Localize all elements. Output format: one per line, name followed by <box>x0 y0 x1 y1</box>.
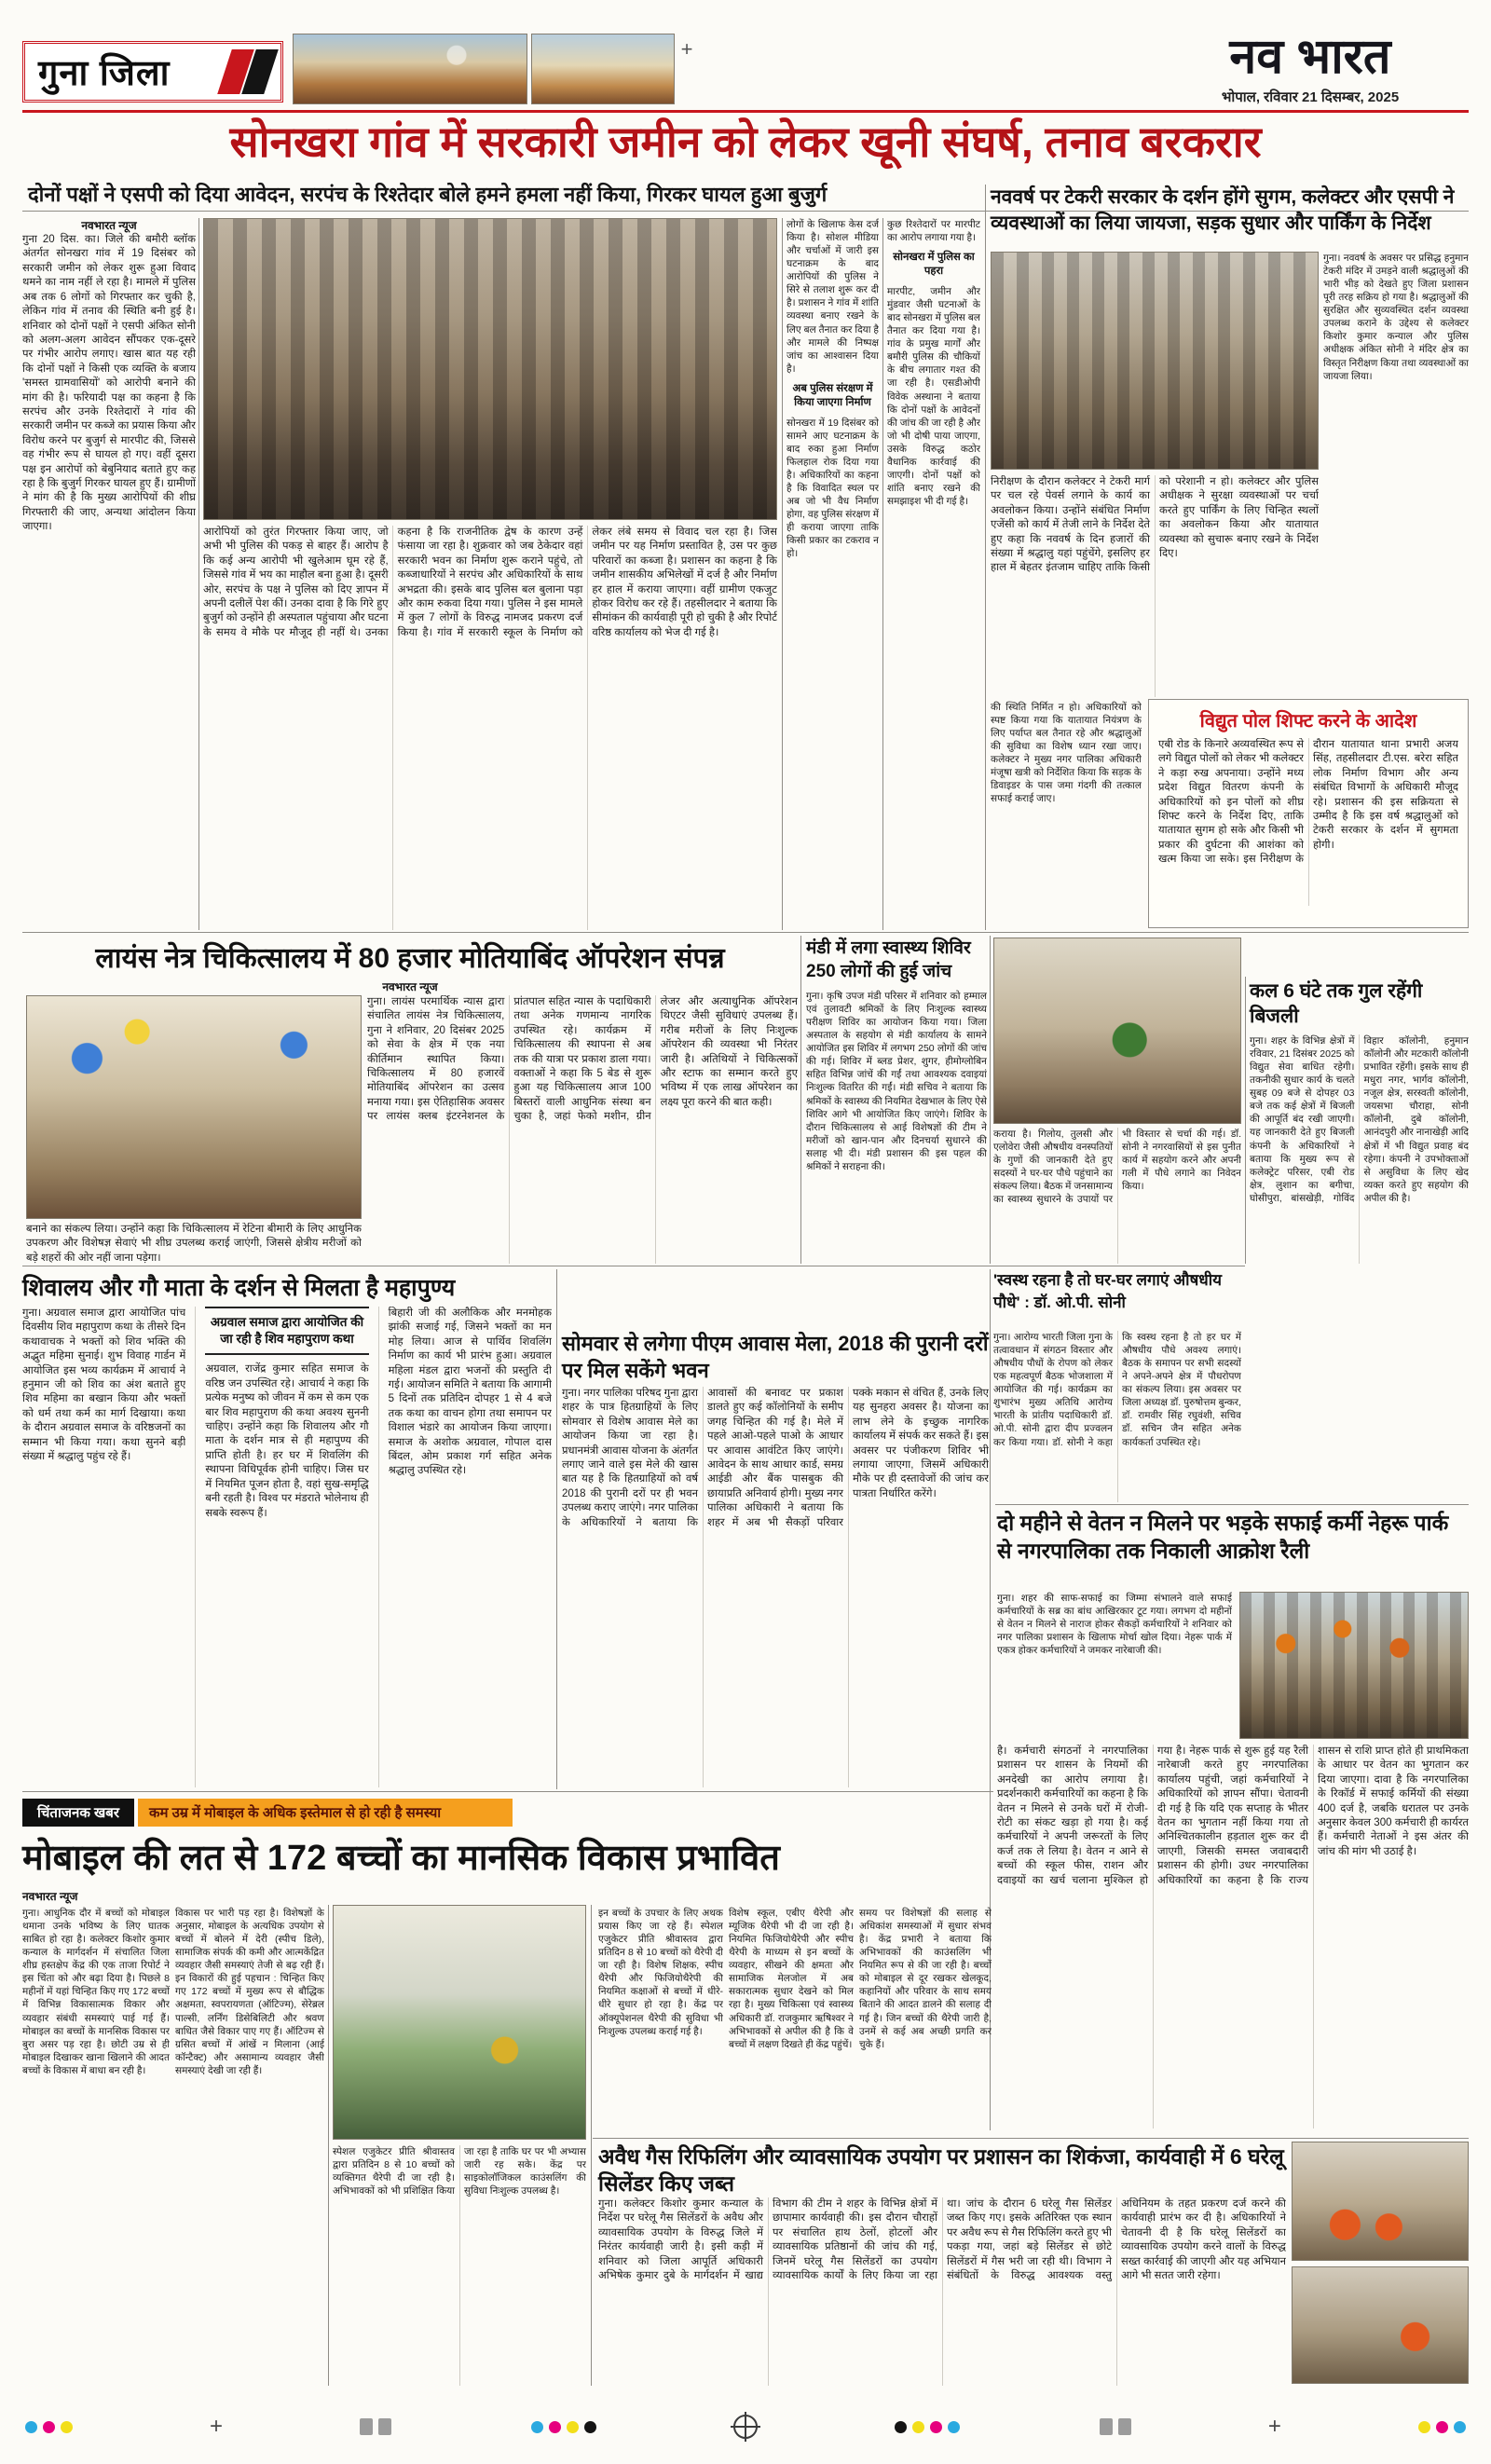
divider <box>995 1504 1469 1505</box>
shiv-katha-article <box>22 1307 552 1787</box>
plant-article-text: गुना। आरोग्य भारती जिला गुना के तत्वावधान में संगठन विस्तार और औषधीय पौधों के रोपण को लेकर एक महत्वपूर्ण बैठक भोजशाला में आयोजित की गई। कार्यक्रम का शुभारंभ मुख्य अतिथि आरोग्य भारती के प्रांतीय पदाधिकारी डॉ. ओ.पी. सोनी द्वारा दीप प्रज्वलन कर किया गया। डॉ. सोनी ने कहा कि स्वस्थ रहना है तो हर घर में औषधीय पौधे अवश्य लगाएं। बैठक के समापन पर सभी सदस्यों ने अपने-अपने क्षेत्र में पौधरोपण का संकल्प लिया। इस अवसर पर जिला अध्यक्ष डॉ. पुरुषोत्तम बुन्कर, डॉ. रामवीर सिंह रघुवंशी, सचिव डॉ. सचिन जैन सहित अनेक कार्यकर्ता उपस्थित रहे। <box>993 1332 1241 1448</box>
cyan-dot-icon <box>531 2421 543 2433</box>
lead-byline: नवभारत न्यूज <box>81 219 137 232</box>
lead-article-text: गुना 20 दिस. का। जिले की बमौरी ब्लॉक अंतर्गत सोनखरा गांव में 19 दिसंबर को सरकारी जमीन को लेकर शुरू हुआ विवाद थमने का नाम नहीं ले रहा है। मामले में पुलिस अब तक 6 लोगों को गिरफ्तार कर चुकी है, लेकिन गांव में तनाव की स्थिति बनी हुई है। शनिवार को दोनों पक्षों ने एसपी अंकित सोनी को अलग-अलग आवेदन सौंपकर एक-दूसरे पर गंभीर आरोप लगाए। खास बात यह रही कि दोनों पक्षों ने किसी एक व्यक्ति के बजाय 'समस्त ग्रामवासियों' को आरोपी बनाने की मांग की है। फरियादी पक्ष का कहना है कि सरपंच और उनके रिश्तेदारों ने गांव की सरकारी जमीन पर कब्जे का प्रयास किया और विरोध करने पर बुजुर्ग से मारपीट की, जिससे वह गंभीर रूप से घायल हो गए। वहीं दूसरा पक्ष इन आरोपों को बेबुनियाद बताते हुए कह रहा है कि बुजुर्ग गिरकर घायल हुए हैं। ग्रामीणों ने मांग की है कि मुख्य आरोपियों की शीघ्र गिरफ्तारी की जाए, अन्यथा आंदोलन किया जाएगा। <box>22 234 196 533</box>
rally-article-intro: गुना। शहर की साफ-सफाई का जिम्मा संभालने वाले सफाई कर्मचारियों के सब्र का बांध आखिरकार टूट गया। लगभग दो महीनों से वेतन न मिलने से नाराज होकर सैकड़ों कर्मचारियों ने शनिवार को नगर पालिका प्रशासन के खिलाफ मोर्चा खोल दिया। नेहरू पार्क में एकत्र होकर कर्मचारियों ने जमकर नारेबाजी की। <box>997 1593 1232 1657</box>
yellow-dot-icon <box>567 2421 579 2433</box>
mandi-article-text: गुना। कृषि उपज मंडी परिसर में शनिवार को हम्माल एवं तुलावटी श्रमिकों के लिए निःशुल्क स्वास्थ्य परीक्षण शिविर का आयोजन किया गया। जिला अस्पताल के सहयोग से मंडी कार्यालय के सामने आयोजित इस शिविर में लगभग 250 लोगों की जांच की गई। शिविर में ब्लड प्रेशर, शुगर, हीमोग्लोबिन सहित विभिन्न जांचें की गईं तथा आवश्यक दवाइयां निःशुल्क वितरित की गईं। मंडी सचिव ने बताया कि श्रमिकों के स्वास्थ्य की नियमित देखभाल के लिए ऐसे शिविर आगे भी आयोजित किए जाएंगे। शिविर के दौरान चिकित्सालय से आई विशेषज्ञों की टीम ने मरीजों को खान-पान और दिनचर्या सुधारने की सलाह भी दी। मंडी प्रशासन की इस पहल की श्रमिकों ने सराहना की। <box>806 991 987 1172</box>
power-pole-text: एबी रोड के किनारे अव्यवस्थित रूप से लगे विद्युत पोलों को लेकर भी कलेक्टर ने कड़ा रुख अपनाया। उन्होंने मध्य प्रदेश विद्युत वितरण कंपनी के अधिकारियों को इन पोलों को शीघ्र शिफ्ट करने के निर्देश दिए, ताकि यातायात सुगम हो सके और किसी भी प्रकार की दुर्घटना की आशंका को खत्म किया जा सके। इस निरीक्षण के दौरान यातायात थाना प्रभारी अजय सिंह, तहसीलदार टी.एस. बरेरा सहित लोक निर्माण विभाग और अन्य संबंधित विभागों के अधिकारी मौजूद रहे। प्रशासन की इस सक्रियता से उम्मीद है कि इस वर्ष श्रद्धालुओं को टेकरी सरकार के दर्शन में सुगमता होगी। <box>1158 739 1458 866</box>
shiv-katha-headline: शिवालय और गौ माता के दर्शन से मिलता है महापुण्य <box>22 1275 456 1301</box>
lions-article-text: गुना। लायंस परमार्थिक न्यास द्वारा संचालित लायंस नेत्र चिकित्सालय, गुना ने शनिवार, 20 दिसंबर 2025 को सेवा के क्षेत्र में एक नया कीर्तिमान स्थापित किया। चिकित्सालय में 80 हजारवें मोतियाबिंद ऑपरेशन का उत्सव मनाया गया। इस ऐतिहासिक अवसर पर लायंस क्लब इंटरनेशनल के प्रांतपाल सहित न्यास के पदाधिकारी तथा अनेक गणमान्य नागरिक उपस्थित रहे। कार्यक्रम में चिकित्सालय की स्थापना से अब तक की यात्रा पर प्रकाश डाला गया। वक्ताओं ने कहा कि 5 बेड से शुरू हुआ यह चिकित्सालय आज 100 बिस्तरों वाली आधुनिक संस्था बन चुका है, जहां फेको मशीन, ग्रीन लेजर और अत्याधुनिक ऑपरेशन थिएटर जैसी सुविधाएं उपलब्ध हैं। गरीब मरीजों के लिए निःशुल्क ऑपरेशन की व्यवस्था भी निरंतर जारी है। अतिथियों ने चिकित्सकों और स्टाफ का सम्मान करते हुए भविष्य में एक लाख ऑपरेशन का लक्ष्य पूरा करने की बात कही। <box>367 996 798 1123</box>
mobile-article-column-2: विकास पर भारी पड़ रहा है। विशेषज्ञों के अनुसार, मोबाइल के अत्यधिक उपयोग से बच्चों में बोलने में देरी (स्पीच डिले), सामाजिक संपर्क की कमी और आत्मकेंद्रित व्यवहार जैसी समस्याएं तेजी से बढ़ रही हैं। इन विकारों की हुई पहचान : चिन्हित किए गए 172 बच्चों में मुख्य रूप से बौद्धिक अक्षमता, स्वपरायणता (ऑटिज्म), सेरेब्रल पाल्सी, लर्निंग डिसेबिलिटी और श्रवण बाधित जैसे विकार पाए गए हैं। ऑटिज्म से ग्रसित बच्चों में आंखें न मिलाना (आई कॉन्टैक्ट) और असामान्य व्यवहार जैसी समस्याएं देखी जा रही हैं। <box>175 1908 324 2076</box>
edition-title: गुना जिला <box>38 54 171 93</box>
divider <box>22 1791 993 1792</box>
mobile-article-column-3: इन बच्चों के उपचार के लिए अथक प्रयास किए जा रहे हैं। स्पेशल एजुकेटर प्रीति श्रीवास्तव द्वारा प्रतिदिन 8 से 10 बच्चों को थैरेपी दी जा रही है। विशेष शिक्षक, स्पीच थैरेपी और फिजियोथैरेपी की नियमित कक्षाओं से बच्चों में धीरे-धीरे सुधार हो रहा है। केंद्र पर ऑक्यूपेशनल थैरेपी की सुविधा भी निःशुल्क उपलब्ध कराई गई है। <box>598 1908 723 2037</box>
tekri-headline: नववर्ष पर टेकरी सरकार के दर्शन होंगे सुगम, कलेक्टर और एसपी ने व्यवस्थाओं का लिया जायजा, सड़क सुधार और पार्किंग के निर्देश <box>991 186 1455 235</box>
gas-raid-photo-1 <box>1292 2142 1469 2261</box>
gas-raid-headline: अवैध गैस रिफिलिंग और व्यावसायिक उपयोग पर प्रशासन का शिकंजा, कार्यवाही में 6 घरेलू सिलेंडर किए जब्त <box>598 2144 1284 2197</box>
yellow-dot-icon <box>61 2421 73 2433</box>
shiv-katha-inset-headline: अग्रवाल समाज द्वारा आयोजित की जा रही है शिव महापुराण कथा <box>205 1307 368 1355</box>
power-cut-article-text: गुना। शहर के विभिन्न क्षेत्रों में रविवार, 21 दिसंबर 2025 को विद्युत सेवा बाधित रहेगी। तकनीकी सुधार कार्य के चलते सुबह 09 बजे से दोपहर 03 बजे तक कई क्षेत्रों में बिजली की आपूर्ति बंद रखी जाएगी। यह जानकारी देते हुए बिजली कंपनी के अधिकारियों ने बताया कि मुख्य रूप से कलेक्ट्रेट परिसर, एबी रोड क्षेत्र, लुशान का बगीचा, घोसीपुरा, बांसखेड़ी, गोविंद विहार कॉलोनी, हनुमान कॉलोनी और मटकारी कॉलोनी प्रभावित रहेंगी। इसके साथ ही मधुरा नगर, भार्गव कॉलोनी, नजूल क्षेत्र, सरस्वती कॉलोनी, जयसभा चौराहा, सोनी कॉलोनी, दुबे कॉलोनी, आनंदपुरी और नानाखेड़ी आदि क्षेत्रों में भी विद्युत प्रवाह बंद रहेगा। कंपनी ने उपभोक्ताओं से असुविधा के लिए खेद व्यक्त करते हुए सहयोग की अपील की है। <box>1250 1035 1469 1204</box>
registration-crosshair-icon <box>733 2415 758 2439</box>
print-registration-strip <box>22 2410 1469 2443</box>
mobile-article-column-4: विशेष स्कूल, एबीए थैरेपी और म्यूजिक थैरेपी भी दी जा रही है। नियमित फिजियोथैरेपी और स्पीच थैरेपी के माध्यम से इन बच्चों के व्यवहार, सीखने की क्षमता और सामाजिक मेलजोल में अब सकारात्मक सुधार देखने को मिल रहा है। मुख्य चिकित्सा एवं स्वास्थ्य अधिकारी डॉ. राजकुमार ऋषिश्वर ने अभिभावकों से अपील की है कि वे बच्चों में लक्षण दिखते ही केंद्र पहुंचें। <box>729 1908 854 2050</box>
black-dot-icon <box>584 2421 596 2433</box>
mobile-article-below-photo: स्पेशल एजुकेटर प्रीति श्रीवास्तव द्वारा प्रतिदिन 8 से 10 बच्चों को व्यक्तिगत थैरेपी दी जा रही है। अभिभावकों को भी प्रशिक्षित किया जा रहा है ताकि घर पर भी अभ्यास जारी रह सके। केंद्र पर साइकोलॉजिकल काउंसलिंग की सुविधा निःशुल्क उपलब्ध है। <box>333 2146 586 2197</box>
masthead-temple-photo-2 <box>531 34 675 104</box>
lead-article-text: मारपीट, जमीन और मुंडवार जैसी घटनाओं के बाद सोनखरा में पुलिस बल तैनात कर दिया गया है। गांव के प्रमुख मार्गों और बमौरी पुलिस की चौकियों के बीच लगातार गश्त की जा रही है। एसडीओपी विवेक अस्थाना ने बताया कि दोनों पक्षों के आवेदनों की जांच की जा रही है और जो भी दोषी पाया जाएगा, उसके विरुद्ध कठोर वैधानिक कार्रवाई की जाएगी। दोनों पक्षों को शांति बनाए रखने की समझाइश भी दी गई है। <box>887 286 980 507</box>
power-pole-headline: विद्युत पोल शिफ्ट करने के आदेश <box>1199 711 1417 732</box>
power-pole-sub-article <box>1148 699 1469 928</box>
cyan-dot-icon <box>1454 2421 1466 2433</box>
gray-bar-icon <box>378 2418 391 2435</box>
tekri-inspection-photo <box>991 252 1319 470</box>
column-rule <box>328 1905 329 2386</box>
tekri-article-tail: की स्थिति निर्मित न हो। अधिकारियों को स्पष्ट किया गया कि यातायात नियंत्रण के लिए पर्याप्त बल तैनात रहे और श्रद्धालुओं की सुविधा का विशेष ध्यान रखा जाए। कलेक्टर ने मुख्य नगर पालिका अधिकारी मंजूषा खत्री को निर्देशित किया कि सड़क के डिवाइडर के पास जमा गंदगी की तत्काल सफाई कराई जाए। <box>991 702 1142 805</box>
masthead-edition-box <box>22 41 283 103</box>
cmyk-dots <box>528 2421 599 2433</box>
lions-ceremony-photo <box>26 995 362 1219</box>
lead-article-text: सोनखरा में 19 दिसंबर को सामने आए घटनाक्रम के बाद रुका हुआ निर्माण फिलहाल रोक दिया गया है। अधिकारियों का कहना है कि विवादित स्थल पर अब जो भी वैध निर्माण होगा, वह पुलिस संरक्षण में ही कराया जाएगा ताकि किसी प्रकार का टकराव न हो। <box>787 417 879 560</box>
gray-bars <box>1097 2418 1134 2435</box>
rally-article-continuation: है। कर्मचारी संगठनों ने नगरपालिका प्रशासन पर शासन के नियमों की अनदेखी का आरोप लगाया है। प्रदर्शनकारी कर्मचारियों का कहना है कि वेतन न मिलने से उनके घरों में रोजी-रोटी का संकट खड़ा हो गया है। कई कर्मचारियों ने अपनी जरूरतों के लिए कर्ज तक ले लिया है। वेतन न आने से बच्चों की स्कूल फीस, राशन और दवाइयों का खर्च चलाना मुश्किल हो गया है। नेहरू पार्क से शुरू हुई यह रैली नारेबाजी करते हुए नगरपालिका कार्यालय पहुंची, जहां कर्मचारियों ने अधिकारियों को ज्ञापन सौंपा। चेतावनी दी गई है कि यदि एक सप्ताह के भीतर वेतन का भुगतान नहीं किया गया तो अनिश्चितकालीन हड़ताल शुरू कर दी जाएगी, जिसकी समस्त जवाबदारी प्रशासन की होगी। उधर नगरपालिका अधिकारियों का कहना है कि राज्य शासन से राशि प्राप्त होते ही प्राथमिकता के आधार पर वेतन का भुगतान कर दिया जाएगा। दावा है कि नगरपालिका के रिकॉर्ड में सफाई कर्मियों की संख्या 400 दर्ज है, जबकि धरातल पर उनके अनुसार केवल 300 कर्मचारी ही कार्यरत हैं। कर्मचारी नेताओं ने इस अंतर की जांच की मांग भी उठाई है। <box>997 1745 1469 1886</box>
column-rule <box>782 218 783 930</box>
magenta-dot-icon <box>930 2421 942 2433</box>
registration-plus-icon: + <box>209 2414 223 2439</box>
lead-sub-headline-police: सोनखरा में पुलिस का पहरा <box>893 252 975 278</box>
cmy-dots <box>1416 2421 1469 2433</box>
cyan-dot-icon <box>25 2421 37 2433</box>
column-rule <box>198 218 199 930</box>
gray-bar-icon <box>1118 2418 1131 2435</box>
cmy-dots <box>22 2421 75 2433</box>
gas-article-text: गुना। कलेक्टर किशोर कुमार कन्याल के निर्देश पर घरेलू गैस सिलेंडरों के अवैध और व्यावसायिक उपयोग के विरुद्ध जिले में निरंतर कार्यवाही जारी है। इसी कड़ी में शनिवार को जिला आपूर्ति अधिकारी अभिषेक कुमार दुबे के मार्गदर्शन में खाद्य विभाग की टीम ने शहर के विभिन्न क्षेत्रों में छापामार कार्यवाही की। इस दौरान चौराहों पर संचालित हाथ ठेलों, होटलों और व्यावसायिक प्रतिष्ठानों की जांच की गई, जिनमें घरेलू गैस सिलेंडरों का उपयोग व्यावसायिक कार्यों के लिए किया जा रहा था। जांच के दौरान 6 घरेलू गैस सिलेंडर जब्त किए गए। इसके अतिरिक्त एक स्थान पर अवैध रूप से गैस रिफिलिंग करते हुए भी पकड़ा गया, जहां बड़े सिलेंडर से छोटे सिलेंडरों में गैस भरी जा रही थी। विभाग ने संबंधितों के विरुद्ध आवश्यक वस्तु अधिनियम के तहत प्रकरण दर्ज करने की कार्यवाही प्रारंभ कर दी है। अधिकारियों ने चेतावनी दी है कि घरेलू सिलेंडरों का व्यावसायिक उपयोग करने वालों के विरुद्ध सख्त कार्रवाई की जाएगी और यह अभियान आगे भी सतत जारी रहेगा। <box>598 2198 1286 2282</box>
tekri-article-continuation: निरीक्षण के दौरान कलेक्टर ने टेकरी मार्ग पर चल रहे पेवर्स लगाने के कार्य का अवलोकन किया। उन्होंने संबंधित निर्माण एजेंसी को कार्य में तेजी लाने के निर्देश देते हुए कहा कि नववर्ष के दिन हजारों की संख्या में श्रद्धालु यहां पहुंचेंगे, इसलिए हर हाल में बेहतर इंतजाम चाहिए ताकि किसी को परेशानी न हो। कलेक्टर और पुलिस अधीक्षक ने सुरक्षा व्यवस्थाओं पर चर्चा करते हुए पार्किंग के लिए चिन्हित स्थलों का अवलोकन किया और यातायात व्यवस्था को सुचारू बनाए रखने के निर्देश दिए। <box>991 476 1319 574</box>
masthead-temple-photo-1 <box>293 34 527 104</box>
kicker-highlight-bar: कम उम्र में मोबाइल के अधिक इस्तेमाल से हो रही है समस्या <box>138 1799 513 1827</box>
shiv-katha-column-3: बिहारी जी की अलौकिक और मनमोहक झांकी सजाई गई, जिसने भक्तों का मन मोह लिया। आज से पार्थिव शिवलिंग निर्माण का कार्य भी प्रारंभ हुआ। अग्रवाल महिला मंडल द्वारा भजनों की प्रस्तुति दी गई। आयोजन समिति ने बताया कि आगामी 5 दिनों तक प्रतिदिन दोपहर 1 से 4 बजे तक कथा का वाचन होगा तथा समापन पर विशाल भंडारे का आयोजन किया जाएगा। समाज के अशोक अग्रवाल, गोपाल दास बिंदल, ओम प्रकाश गर्ग सहित अनेक श्रद्धालु उपस्थित रहे। <box>378 1307 552 1787</box>
plant-quote-headline: 'स्वस्थ रहना है तो घर-घर लगाएं औषधीय पौधे' : डॉ. ओ.पी. सोनी <box>993 1271 1223 1311</box>
mobile-article-column-5: समय पर विशेषज्ञों की सलाह से अधिकांश समस्याओं में सुधार संभव है। केंद्र प्रभारी ने बताया कि अभिभावकों की काउंसलिंग भी नियमित रूप से की जा रही है। बच्चों को मोबाइल से दूर रखकर खेलकूद, कहानियों और परिवार के साथ समय बिताने की आदत डालने की सलाह दी गई है। जिन बच्चों की थैरेपी जारी है, उनमें से कई अब अच्छी प्रगति कर चुके हैं। <box>859 1908 992 2050</box>
medicinal-plant-meeting-photo <box>993 938 1241 1124</box>
section-rule <box>800 936 801 1264</box>
column-rule <box>882 218 883 930</box>
therapy-center-photo <box>333 1905 586 2140</box>
magenta-dot-icon <box>549 2421 561 2433</box>
lead-article-column-b <box>887 218 980 930</box>
paper-brand: नव भारत <box>1229 30 1391 84</box>
plant-article-continuation: कराया है। गिलोय, तुलसी और एलोवेरा जैसी औषधीय वनस्पतियों के गुणों की जानकारी देते हुए सदस्यों ने घर-घर पौधे पहुंचाने का संकल्प लिया। बैठक में जनसामान्य का स्वास्थ्य सुधारने के उपायों पर भी विस्तार से चर्चा की गई। डॉ. सोनी ने नगरवासियों से इस पुनीत कार्य में सहयोग करने और अपनी गली में पौधे लगाने का निवेदन किया। <box>993 1129 1241 1206</box>
divider <box>22 932 1469 933</box>
section-rule <box>985 185 986 930</box>
lead-article-column-a <box>787 218 879 930</box>
yellow-dot-icon <box>912 2421 924 2433</box>
mandi-camp-headline: मंडी में लगा स्वास्थ्य शिविर 250 लोगों की हुई जांच <box>806 938 971 981</box>
section-rule <box>990 936 991 1264</box>
section-rule <box>1245 977 1246 1264</box>
column-rule <box>591 1905 592 2386</box>
mobile-byline: नवभारत न्यूज <box>22 1890 78 1903</box>
gray-bar-icon <box>1100 2418 1113 2435</box>
masthead-brand-block <box>1152 32 1469 106</box>
pm-awas-article-text: गुना। नगर पालिका परिषद गुना द्वारा शहर के पात्र हितग्राहियों के लिए सोमवार से विशेष आवास मेले का आयोजन किया जा रहा है। प्रधानमंत्री आवास योजना के अंतर्गत लगाए जाने वाले इस मेले की खास बात यह है कि हितग्राहियों को वर्ष 2018 की पुरानी दरों पर ही भवन उपलब्ध कराए जाएंगे। नगर पालिका के अधिकारियों ने बताया कि आवासों की बनावट पर प्रकाश डालते हुए कई कॉलोनियों के समीप जगह चिन्हित की गई है। मेले में पहले आओ-पहले पाओ के आधार पर आवास आवंटित किए जाएंगे। आवेदन के साथ आधार कार्ड, समग्र आईडी और बैंक पासबुक की छायाप्रति अनिवार्य होगी। मुख्य नगर पालिका अधिकारी ने बताया कि शहर में अब भी सैकड़ों परिवार पक्के मकान से वंचित हैं, उनके लिए यह सुनहरा अवसर है। योजना का लाभ लेने के इच्छुक नागरिक कार्यालय में संपर्क कर सकते हैं। इस अवसर पर पंजीकरण शिविर भी लगाया जाएगा, जिसमें अधिकारी मौके पर ही दस्तावेजों की जांच कर पात्रता निर्धारित करेंगे। <box>562 1388 989 1528</box>
lead-article-text: कुछ रिश्तेदारों पर मारपीट का आरोप लगाया गया है। <box>887 219 980 244</box>
mobile-article-column-1: गुना। आधुनिक दौर में बच्चों को मोबाइल थमाना उनके भविष्य के लिए घातक साबित हो रहा है। कलेक्टर किशोर कुमार कन्याल के मार्गदर्शन में संचालित जिला शीघ्र हस्तक्षेप केंद्र की एक ताजा रिपोर्ट ने इस चिंता को और बढ़ा दिया है। पिछले 8 महीनों में यहां चिन्हित किए गए 172 बच्चों में विभिन्न विकासात्मक विकार और व्यवहार संबंधी समस्याएं पाई गई हैं। मोबाइल का बच्चों के मानसिक विकास पर बुरा असर पड़ रहा है। छोटी उम्र से ही मोबाइल दिखाकर खाना खिलाने की आदत बच्चों के विकास में बाधा बन रही है। <box>22 1908 170 2076</box>
power-cut-headline: कल 6 घंटे तक गुल रहेंगी बिजली <box>1250 980 1423 1028</box>
registration-plus-icon: + <box>1267 2414 1281 2439</box>
lead-article-text: लोगों के खिलाफ केस दर्ज किया है। सोशल मीडिया और चर्चाओं में जारी इस घटनाक्रम के बाद आरोपियों की पुलिस ने सिरे से तलाश शुरू कर दी है। प्रशासन ने गांव में शांति व्यवस्था बनाए रखने के लिए बल तैनात कर दिया है और मामले की निष्पक्ष जांच का आश्वासन दिया है। <box>787 219 879 375</box>
shiv-katha-column-2 <box>195 1307 368 1787</box>
lead-subhead: दोनों पक्षों ने एसपी को दिया आवेदन, सरपंच के रिश्तेदार बोले हमने हमला नहीं किया, गिरकर घायल हुआ बुजुर्ग <box>28 183 828 206</box>
lead-headline: सोनखरा गांव में सरकारी जमीन को लेकर खूनी संघर्ष, तनाव बरकरार <box>229 117 1262 166</box>
cyan-dot-icon <box>948 2421 960 2433</box>
magenta-dot-icon <box>43 2421 55 2433</box>
lions-article-tail: बनाने का संकल्प लिया। उन्होंने कहा कि चिकित्सालय में रेटिना बीमारी के लिए आधुनिक उपकरण और विशेषज्ञ सेवाएं भी शीघ्र उपलब्ध कराई जाएंगी, जिससे क्षेत्रीय मरीजों को बड़े शहरों की ओर नहीं जाना पड़ेगा। <box>26 1224 362 1264</box>
registration-mark-top: + <box>680 37 693 61</box>
gas-raid-photo-2 <box>1292 2266 1469 2384</box>
gray-bar-icon <box>360 2418 373 2435</box>
rally-headline: दो महीने से वेतन न मिलने पर भड़के सफाई कर्मी नेहरू पार्क से नगरपालिका तक निकाली आक्रोश रैली <box>997 1511 1449 1563</box>
tekri-article-intro: गुना। नववर्ष के अवसर पर प्रसिद्ध हनुमान टेकरी मंदिर में उमड़ने वाली श्रद्धालुओं की भारी भीड़ को देखते हुए जिला प्रशासन पूरी तरह सक्रिय हो गया है। श्रद्धालुओं की सुरक्षित और सुव्यवस्थित दर्शन व्यवस्था उपलब्ध कराने के उद्देश्य से कलेक्टर किशोर कुमार कन्याल और पुलिस अधीक्षक अंकित सोनी ने मंदिर क्षेत्र का विस्तृत निरीक्षण किया तथा व्यवस्थाओं का जायजा लिया। <box>1323 253 1469 382</box>
black-dot-icon <box>895 2421 907 2433</box>
masthead-rule <box>22 110 1469 113</box>
lions-hospital-headline: लायंस नेत्र चिकित्सालय में 80 हजार मोतियाबिंद ऑपरेशन संपन्न <box>95 943 725 974</box>
yellow-dot-icon <box>1418 2421 1430 2433</box>
lions-byline: नवभारत न्यूज <box>382 980 438 993</box>
lead-article-continuation: आरोपियों को तुरंत गिरफ्तार किया जाए, जो अभी भी पुलिस की पकड़ से बाहर हैं। आरोप है कि कई अन्य आरोपी भी खुलेआम घूम रहे हैं, जिससे गांव में भय का माहौल बना हुआ है। दूसरी ओर, सरपंच के पक्ष ने पुलिस को दिए ज्ञापन में अपनी दलीलें पेश कीं। उनका दावा है कि गिरे हुए बुजुर्ग को उन्होंने ही अस्पताल पहुंचाया और घटना के समय वे मौके पर मौजूद ही नहीं थे। उनका कहना है कि राजनीतिक द्वेष के कारण उन्हें फंसाया जा रहा है। शुक्रवार को जब ठेकेदार वहां सरकारी भवन का निर्माण शुरू कराने पहुंचे, तो कब्जाधारियों ने सरपंच और अधिकारियों के साथ अभद्रता की। इसके बाद पुलिस बल बुलाना पड़ा और काम रुकवा दिया गया। पुलिस ने इस मामले में कुल 7 लोगों के विरुद्ध नामजद प्रकरण दर्ज किया है। गांव में सरकारी स्कूल के निर्माण को लेकर लंबे समय से विवाद चल रहा है। जिस जमीन पर यह निर्माण प्रस्तावित है, उस पर कुछ परिवारों का कब्जा है। प्रशासन का कहना है कि जमीन शासकीय अभिलेखों में दर्ज है और निर्माण हर हाल में कराया जाएगा। वहीं ग्रामीण एकजुट होकर विरोध कर रहे हैं। तहसीलदार ने बताया कि सीमांकन की कार्यवाही पूरी हो चुकी है और रिपोर्ट वरिष्ठ कार्यालय को भेज दी गई है। <box>203 527 777 638</box>
shiv-katha-column-1: गुना। अग्रवाल समाज द्वारा आयोजित पांच दिवसीय शिव महापुराण कथा के तीसरे दिन कथावाचक ने भक्तों को शिव भक्ति की अद्भुत महिमा सुनाई। शुभ विवाह गार्डन में आयोजित इस भव्य कार्यक्रम में आचार्य ने हनुमान जी को शिव का अंश बताते हुए शिव महिमा का बखान किया और भक्तों को धर्म तथा कर्म का मार्ग दिखाया। कथा के दौरान अग्रवाल समाज के वरिष्ठजनों का सम्मान भी किया गया। कथा सुनने बड़ी संख्या में श्रद्धालु पहुंच रहे हैं। <box>22 1307 186 1463</box>
kicker-badge: चिंताजनक खबर <box>22 1799 134 1827</box>
pm-awas-headline: सोमवार से लगेगा पीएम आवास मेला, 2018 की पुरानी दरों पर मिल सकेंगे भवन <box>562 1332 989 1382</box>
mobile-addiction-headline: मोबाइल की लत से 172 बच्चों का मानसिक विकास प्रभावित <box>22 1839 780 1878</box>
lead-article-column-1 <box>22 218 196 930</box>
lead-sub-headline-construction: अब पुलिस संरक्षण में किया जाएगा निर्माण <box>792 382 873 408</box>
shiv-katha-text: अग्रवाल, राजेंद्र कुमार सहित समाज के वरिष्ठ जन उपस्थित रहे। आचार्य ने कहा कि प्रत्येक मनुष्य को जीवन में कम से कम एक बार शिव महापुराण की कथा अवश्य सुननी चाहिए। उन्होंने कहा कि शिवालय और गौ माता के दर्शन मात्र से ही महापुण्य की प्राप्ति होती है। हर घर में शिवलिंग की स्थापना विधिपूर्वक होनी चाहिए। जिस घर में नियमित पूजन होता है, वहां सुख-समृद्धि बनी रहती है। विश्व पर मंडराते भोलेनाथ ही सबके स्वरूप हैं। <box>205 1363 369 1519</box>
rally-march-photo <box>1239 1592 1469 1739</box>
lead-crowd-photo <box>203 218 777 520</box>
cmyk-dots <box>892 2421 963 2433</box>
magenta-dot-icon <box>1436 2421 1448 2433</box>
gray-bars <box>357 2418 394 2435</box>
section-rule <box>556 1269 557 1789</box>
dateline: भोपाल, रविवार 21 दिसम्बर, 2025 <box>1221 89 1400 105</box>
divider <box>593 2138 1469 2139</box>
